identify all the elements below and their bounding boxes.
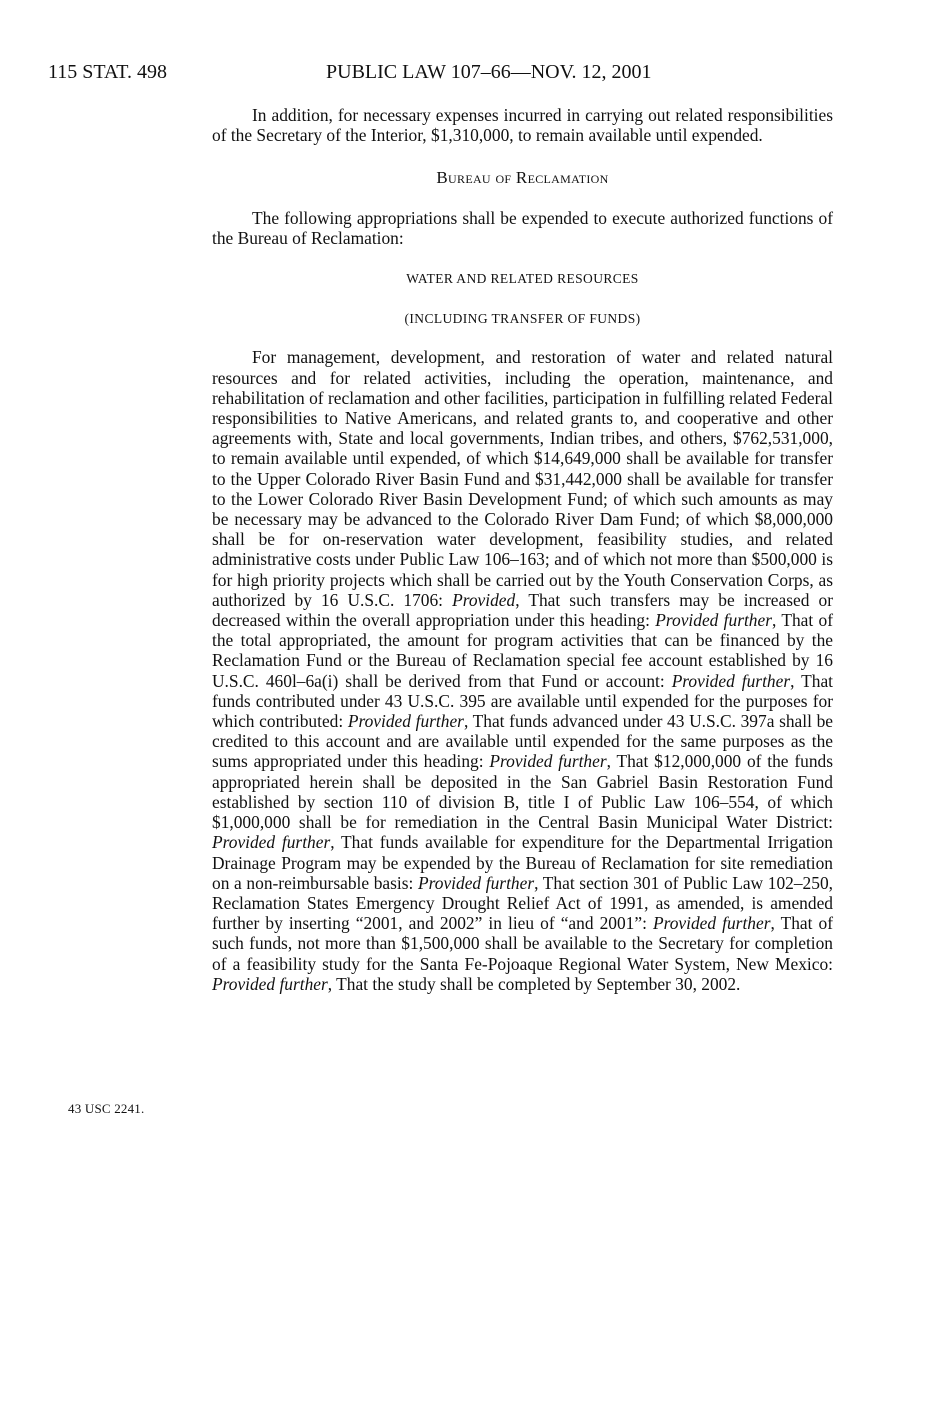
proviso-phrase: Provided further bbox=[652, 913, 771, 934]
bureau-heading: Bureau of Reclamation bbox=[436, 168, 609, 188]
paragraph-segment: , That section 301 of Public Law 102–250, Reclamation States Emergency Drought Relief Act of 1991, as amended, is amended further by inserting “2001, and 2002” in lieu of “and 2001”: bbox=[212, 872, 833, 934]
proviso-phrase: Provided further bbox=[671, 670, 791, 691]
paragraph-segment: For management, development, and restoration of water and related natural resources and for related activities, including the operation, maintenance, and rehabilitation of reclamation and other facilities, participation in fulfilling related Federal responsibilities to Native Americans, and related grants to, and cooperative and other agreements with, State and local governments, Indian tribes, and others, $762,531,000, to remain available until expended, of which $14,649,000 shall be available for transfer to the Upper Colorado River Basin Fund and $31,442,000 shall be available for transfer to the Lower Colorado River Basin Development Fund; of which such amounts as may be necessary may be advanced to the Colorado River Dam Fund; of which $8,000,000 shall be for on-reservation water development, feasibility studies, and related administrative costs under Public Law 106–163; and of which not more than $500,000 is for high priority projects which shall be carried out by the Youth Conservation Corps, as authorized by 16 U.S.C. 1706: bbox=[212, 347, 833, 610]
paragraph-segment: , That of the total appropriated, the amount for program activities that can be financed by the Reclamation Fund or the Bureau of Reclamation special fee account established by 16 U.S.C. 460l–6a(i) shall be derived from that Fund or account: bbox=[212, 610, 833, 691]
margin-citation: 43 USC 2241. bbox=[68, 1101, 145, 1116]
paragraph-segment: , That funds available for expenditure for the Departmental Irrigation Drainage Program may be expended by the Bureau of Reclamation for site remediation on a non-reimbursable basis: bbox=[212, 832, 833, 893]
paragraph-segment: , That of such funds, not more than $1,500,000 shall be available to the Secretary for completion of a feasibility study for the Santa Fe-Pojoaque Regional Water System, New Mexico: bbox=[212, 913, 833, 974]
paragraph-segment: , That such transfers may be increased or decreased within the overall appropriation under this heading: bbox=[212, 589, 833, 631]
public-law-reference: PUBLIC LAW 107–66—NOV. 12, 2001 bbox=[326, 61, 652, 83]
proviso-phrase: Provided further bbox=[418, 872, 535, 893]
page-header bbox=[48, 60, 768, 84]
proviso-phrase: Provided further bbox=[347, 711, 464, 732]
paragraph-segment: , That $12,000,000 of the funds appropriated herein shall be deposited in the San Gabriel Basin Restoration Fund established by section 110 of division B, title I of Public Law 106–554, of which $1,000,000 shall be for remediation in the Central Basin Municipal Water District: bbox=[212, 751, 833, 833]
main-paragraph bbox=[212, 347, 833, 994]
paragraph-segment: , That the study shall be completed by September 30, 2002. bbox=[327, 973, 741, 994]
bureau-paragraph: The following appropriations shall be expended to execute authorized functions of the Bureau of Reclamation: bbox=[212, 207, 833, 248]
intro-paragraph: In addition, for necessary expenses incurred in carrying out related responsibilities of the Secretary of the Interior, $1,310,000, to remain available until expended. bbox=[212, 105, 833, 146]
paragraph-segment: , That funds advanced under 43 U.S.C. 397a shall be credited to this account and are available until expended for the same purposes as the sums appropriated under this heading: bbox=[212, 711, 833, 772]
paragraph-segment: , That funds contributed under 43 U.S.C. 395 are available until expended for the purposes for which contributed: bbox=[212, 670, 833, 732]
body-text bbox=[212, 105, 833, 994]
proviso-phrase: Provided further bbox=[655, 610, 772, 631]
stat-reference: 115 STAT. 498 bbox=[48, 61, 167, 83]
water-resources-heading: WATER AND RELATED RESOURCES bbox=[406, 271, 639, 287]
proviso-phrase: Provided further bbox=[489, 751, 607, 772]
proviso-phrase: Provided bbox=[452, 589, 516, 610]
transfer-heading: (INCLUDING TRANSFER OF FUNDS) bbox=[404, 311, 641, 327]
proviso-phrase: Provided further bbox=[212, 832, 331, 853]
proviso-phrase: Provided further bbox=[212, 973, 328, 994]
